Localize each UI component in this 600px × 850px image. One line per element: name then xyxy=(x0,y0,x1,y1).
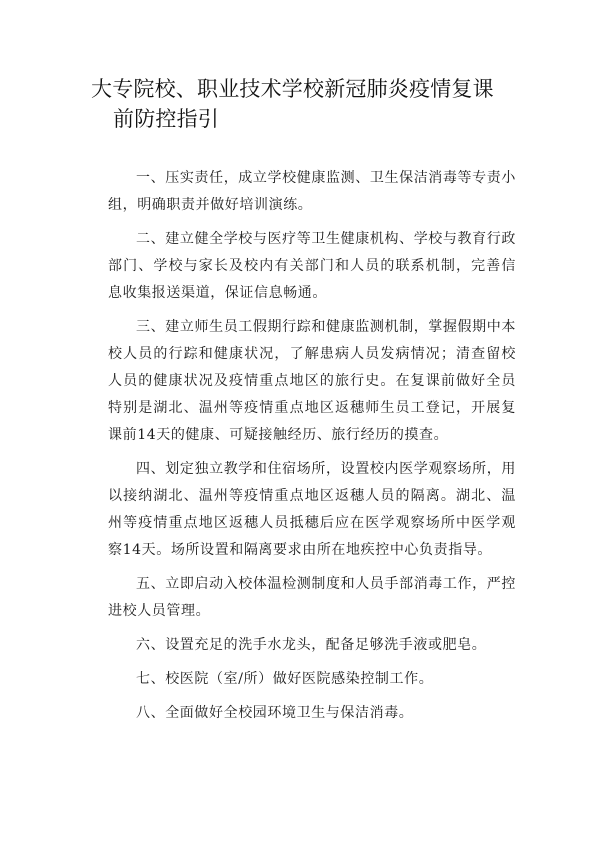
paragraph-2: 二、建立健全学校与医疗等卫生健康机构、学校与教育行政部门、学校与家长及校内有关部门和人员的联系机制，完善信息收集报送渠道，保证信息畅通。 xyxy=(108,231,516,301)
paragraph-7: 七、校医院（室/所）做好医院感染控制工作。 xyxy=(136,671,434,687)
document-body xyxy=(108,165,516,734)
paragraph-3: 三、建立师生员工假期行踪和健康监测机制，掌握假期中本校人员的行踪和健康状况，了解患病人员发病情况；清查留校人员的健康状况及疫情重点地区的旅行史。在复课前做好全员特别是湖北、温州等疫情重点地区返穗师生员工登记，开展复课前14天的健康、可疑接触经历、旅行经历的摸查。 xyxy=(108,319,516,443)
paragraph-1: 一、压实责任，成立学校健康监测、卫生保洁消毒等专责小组，明确职责并做好培训演练。 xyxy=(108,170,516,213)
paragraph-4: 四、划定独立教学和住宿场所，设置校内医学观察场所，用以接纳湖北、温州等疫情重点地区返穗人员的隔离。湖北、温州等疫情重点地区返穗人员抵穗后应在医学观察场所中医学观察14天。场所设置和隔离要求由所在地疾控中心负责指导。 xyxy=(108,461,516,558)
paragraph-6: 六、设置充足的洗手水龙头，配备足够洗手液或肥皂。 xyxy=(136,637,487,653)
paragraph-8: 八、全面做好全校园环境卫生与保洁消毒。 xyxy=(136,705,414,721)
paragraph-5: 五、立即启动入校体温检测制度和人员手部消毒工作，严控进校人员管理。 xyxy=(108,576,516,619)
title-line-1: 大专院校、职业技术学校新冠肺炎疫情复课 xyxy=(91,77,494,101)
document-title xyxy=(91,74,531,134)
title-line-2: 前防控指引 xyxy=(113,107,219,131)
